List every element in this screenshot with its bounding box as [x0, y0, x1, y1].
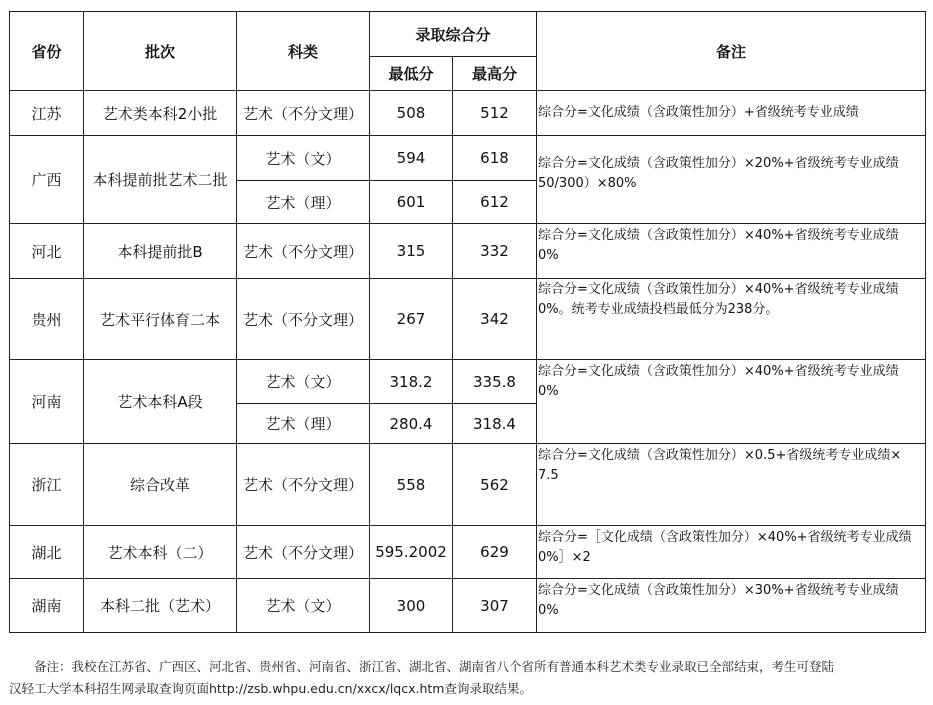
- note-cell: [537, 136, 926, 224]
- max-score-cell: 335.8: [453, 360, 537, 404]
- note-line: 0%: [538, 384, 559, 399]
- category-cell: 艺术（文）: [237, 136, 370, 181]
- note-cell: [537, 224, 926, 279]
- note-line: 0%。统考专业成绩投档最低分为238分。: [538, 302, 779, 317]
- header-note: 备注: [537, 12, 926, 91]
- note-cell: [537, 279, 926, 360]
- min-score-cell: 267: [370, 279, 453, 360]
- min-score-cell: 558: [370, 444, 453, 526]
- note-line: 50/300）×80%: [538, 176, 637, 191]
- header-category: 科类: [237, 12, 370, 91]
- batch-cell: 艺术本科（二）: [84, 526, 237, 579]
- min-score-cell: 594: [370, 136, 453, 181]
- max-score-cell: 512: [453, 91, 537, 136]
- note-cell: [537, 526, 926, 579]
- note-line: 综合分=文化成绩（含政策性加分）×40%+省级统考专业成绩: [538, 228, 899, 243]
- batch-cell: 艺术类本科2小批: [84, 91, 237, 136]
- note-line: 0%: [538, 248, 559, 263]
- batch-cell: 综合改革: [84, 444, 237, 526]
- batch-cell: 艺术平行体育二本: [84, 279, 237, 360]
- min-score-cell: 318.2: [370, 360, 453, 404]
- table-row: [10, 360, 926, 404]
- table-row: [10, 136, 926, 181]
- note-line: 综合分=文化成绩（含政策性加分）+省级统考专业成绩: [538, 105, 859, 120]
- header-row: [10, 12, 926, 57]
- header-province: 省份: [10, 12, 84, 91]
- max-score-cell: 342: [453, 279, 537, 360]
- note-line: 综合分=文化成绩（含政策性加分）×40%+省级统考专业成绩: [538, 282, 899, 297]
- note-cell: [537, 444, 926, 526]
- province-cell: 浙江: [10, 444, 84, 526]
- note-line: 综合分=文化成绩（含政策性加分）×0.5+省级统考专业成绩×: [538, 448, 902, 463]
- note-line: 综合分=文化成绩（含政策性加分）×20%+省级统考专业成绩: [538, 156, 899, 171]
- category-cell: 艺术（理）: [237, 181, 370, 224]
- min-score-cell: 300: [370, 579, 453, 633]
- min-score-cell: 508: [370, 91, 453, 136]
- min-score-cell: 315: [370, 224, 453, 279]
- max-score-cell: 618: [453, 136, 537, 181]
- min-score-cell: 280.4: [370, 404, 453, 444]
- note-line: 0%: [538, 603, 559, 618]
- category-cell: 艺术（不分文理）: [237, 279, 370, 360]
- province-cell: 河南: [10, 360, 84, 444]
- min-score-cell: 601: [370, 181, 453, 224]
- min-score-cell: 595.2002: [370, 526, 453, 579]
- note-line: 7.5: [538, 468, 559, 483]
- max-score-cell: 562: [453, 444, 537, 526]
- table-row: [10, 579, 926, 633]
- province-cell: 广西: [10, 136, 84, 224]
- category-cell: 艺术（不分文理）: [237, 224, 370, 279]
- batch-cell: 艺术本科A段: [84, 360, 237, 444]
- note-line: 综合分=［文化成绩（含政策性加分）×40%+省级统考专业成绩: [538, 530, 912, 545]
- max-score-cell: 332: [453, 224, 537, 279]
- province-cell: 贵州: [10, 279, 84, 360]
- note-line: 综合分=文化成绩（含政策性加分）×40%+省级统考专业成绩: [538, 364, 899, 379]
- batch-cell: 本科提前批艺术二批: [84, 136, 237, 224]
- note-cell: [537, 579, 926, 633]
- category-cell: 艺术（不分文理）: [237, 91, 370, 136]
- batch-cell: 本科二批（艺术）: [84, 579, 237, 633]
- admission-scores-table: [9, 11, 926, 633]
- note-cell: [537, 91, 926, 136]
- province-cell: 湖南: [10, 579, 84, 633]
- batch-cell: 本科提前批B: [84, 224, 237, 279]
- footer-line: 汉轻工大学本科招生网录取查询页面http://zsb.whpu.edu.cn/xxcx/lqcx.htm查询录取结果。: [9, 681, 532, 696]
- category-cell: 艺术（理）: [237, 404, 370, 444]
- province-cell: 江苏: [10, 91, 84, 136]
- max-score-cell: 307: [453, 579, 537, 633]
- max-score-cell: 318.4: [453, 404, 537, 444]
- note-cell: [537, 360, 926, 444]
- category-cell: 艺术（文）: [237, 360, 370, 404]
- category-cell: 艺术（文）: [237, 579, 370, 633]
- category-cell: 艺术（不分文理）: [237, 526, 370, 579]
- header-max-score: 最高分: [453, 57, 537, 91]
- header-score-group: 录取综合分: [370, 12, 537, 57]
- province-cell: 河北: [10, 224, 84, 279]
- note-line: 综合分=文化成绩（含政策性加分）×30%+省级统考专业成绩: [538, 583, 899, 598]
- note-line: 0%］×2: [538, 550, 591, 565]
- footer-line: 备注：我校在江苏省、广西区、河北省、贵州省、河南省、浙江省、湖北省、湖南省八个省所有普通本科艺术类专业录取已全部结束，考生可登陆: [34, 659, 835, 674]
- table-row: [10, 526, 926, 579]
- province-cell: 湖北: [10, 526, 84, 579]
- table-row: [10, 91, 926, 136]
- table-row: [10, 279, 926, 360]
- header-min-score: 最低分: [370, 57, 453, 91]
- max-score-cell: 612: [453, 181, 537, 224]
- footer-remark: [9, 656, 925, 700]
- table-row: [10, 444, 926, 526]
- table-row: [10, 224, 926, 279]
- header-batch: 批次: [84, 12, 237, 91]
- max-score-cell: 629: [453, 526, 537, 579]
- category-cell: 艺术（不分文理）: [237, 444, 370, 526]
